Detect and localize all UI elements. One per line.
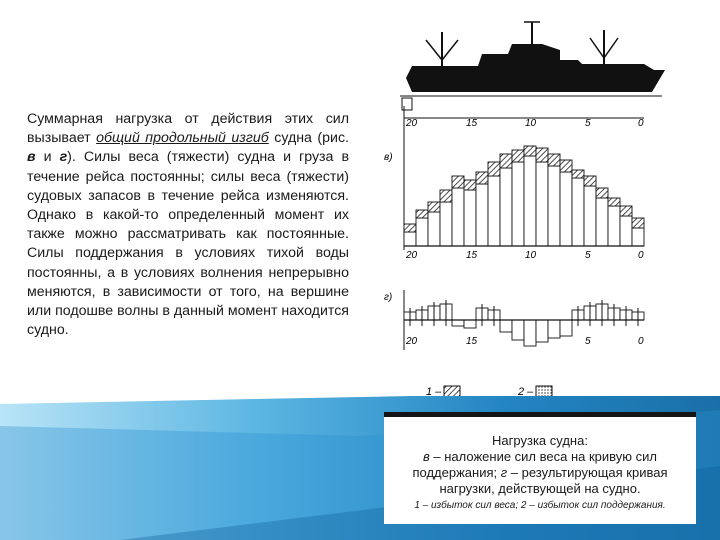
paragraph-part1: Суммарная нагрузка от действия этих сил вызывает — [27, 111, 349, 147]
caption-v: в — [422, 449, 430, 464]
panel-g-bar — [464, 320, 476, 328]
caption-title: Нагрузка судна: — [492, 433, 588, 448]
body-paragraph — [27, 110, 349, 340]
ship-silhouette — [400, 22, 665, 110]
panel-g-bar — [452, 320, 464, 326]
legend-2-label: 2 – — [518, 386, 534, 398]
scale-label-0-bottom: 0 — [638, 336, 644, 347]
panel-v-bar — [536, 162, 548, 246]
figure-caption — [384, 412, 696, 524]
caption-body-1: – наложение сил веса на кривую сил поддержания; — [412, 449, 657, 480]
panel-v-bar-excess — [428, 202, 440, 212]
panel-v-bar — [488, 176, 500, 246]
panel-v-bar — [464, 190, 476, 246]
panel-v-bar-excess — [488, 162, 500, 176]
panel-v-bar — [512, 162, 524, 246]
panel-v-bar-excess — [404, 224, 416, 232]
panel-v-bar-excess — [632, 218, 644, 228]
panel-v-bar — [572, 178, 584, 246]
panel-g-bar — [524, 320, 536, 346]
panel-v-bar-excess — [416, 210, 428, 218]
panel-v-bar — [596, 198, 608, 246]
scale-label-15-mid: 15 — [466, 250, 478, 261]
panel-v-bar-excess — [536, 148, 548, 162]
panel-g-bar — [536, 320, 548, 342]
legend-1-label: 1 – — [426, 386, 442, 398]
panel-v-bar-excess — [560, 160, 572, 172]
panel-v-bar-excess — [512, 150, 524, 162]
scale-label-20-top: 20 — [406, 118, 418, 129]
panel-g-bar — [512, 320, 524, 340]
paragraph-part3: ). Силы веса (тяжести) судна и груза в течение рейса постоянны; силы веса (тяжести) судовых запасов в течение рейса изменяются. Однако в какой-то определенный момент их также можно рассматривать как постоянные. Силы поддержания в условиях тихой воды постоянны, а в условиях волнения непрерывно меняются, в зависимости от того, на вершине или подошве волны в данный момент находится судно. — [27, 149, 349, 339]
panel-v-bar-excess — [608, 198, 620, 206]
panel-v-bar — [608, 206, 620, 246]
panel-v-bar-excess — [524, 146, 536, 156]
paragraph-and: и — [35, 149, 60, 166]
panel-v-bar — [632, 228, 644, 246]
panel-v-bar-excess — [596, 188, 608, 198]
panel-v-bars — [404, 146, 644, 246]
caption-body-2: – результирующая кривая нагрузки, действующей на судно. — [439, 465, 668, 496]
scale-label-10-top: 10 — [525, 118, 537, 129]
paragraph-part2: судна (рис. — [268, 130, 349, 147]
panel-v-bar-excess — [548, 154, 560, 166]
panel-v-bar — [584, 186, 596, 246]
panel-g-bar — [548, 320, 560, 338]
scale-label-15-top: 15 — [466, 118, 478, 129]
panel-v-bar-excess — [476, 172, 488, 184]
scale-label-15-bottom: 15 — [466, 336, 478, 347]
panel-v-bar-excess — [584, 176, 596, 186]
panel-v-bar-excess — [572, 170, 584, 178]
panel-v-bar-excess — [452, 176, 464, 188]
panel-g-bars — [404, 300, 644, 346]
scale-label-0-top: 0 — [638, 118, 644, 129]
panel-v-bar — [524, 156, 536, 246]
panel-label-g: г) — [384, 292, 393, 303]
scale-label-10-mid: 10 — [525, 250, 537, 261]
panel-v-bar-excess — [500, 154, 512, 168]
panel-v-bar — [500, 168, 512, 246]
panel-v-bar-excess — [464, 180, 476, 190]
scale-label-20-bottom: 20 — [406, 336, 418, 347]
panel-v-bar — [548, 166, 560, 246]
panel-v-bar-excess — [440, 190, 452, 202]
scale-label-20-mid: 20 — [406, 250, 418, 261]
paragraph-underlined-term: общий продольный изгиб — [96, 130, 269, 147]
panel-v-bar — [440, 202, 452, 246]
scale-label-5-mid: 5 — [585, 250, 591, 261]
panel-g-bar — [560, 320, 572, 336]
paragraph-fig-v: в — [27, 149, 36, 166]
panel-v-bar — [428, 212, 440, 246]
panel-v-bar — [476, 184, 488, 246]
panel-v-bar — [620, 216, 632, 246]
panel-v-bar — [560, 172, 572, 246]
panel-v-bar — [404, 232, 416, 246]
ship-load-figure — [382, 20, 672, 410]
paragraph-fig-g: г — [59, 149, 68, 166]
panel-label-v: в) — [384, 152, 393, 163]
scale-label-0-mid: 0 — [638, 250, 644, 261]
panel-v-bar-excess — [620, 206, 632, 216]
panel-v-bar — [452, 188, 464, 246]
panel-v-bar — [416, 218, 428, 246]
scale-label-5-top: 5 — [585, 118, 591, 129]
scale-label-5-bottom: 5 — [585, 336, 591, 347]
caption-legend: 1 – избыток сил веса; 2 – избыток сил поддержания. — [414, 500, 666, 511]
panel-g-bar — [500, 320, 512, 332]
caption-g: г — [500, 465, 508, 480]
caption-body — [384, 449, 696, 497]
